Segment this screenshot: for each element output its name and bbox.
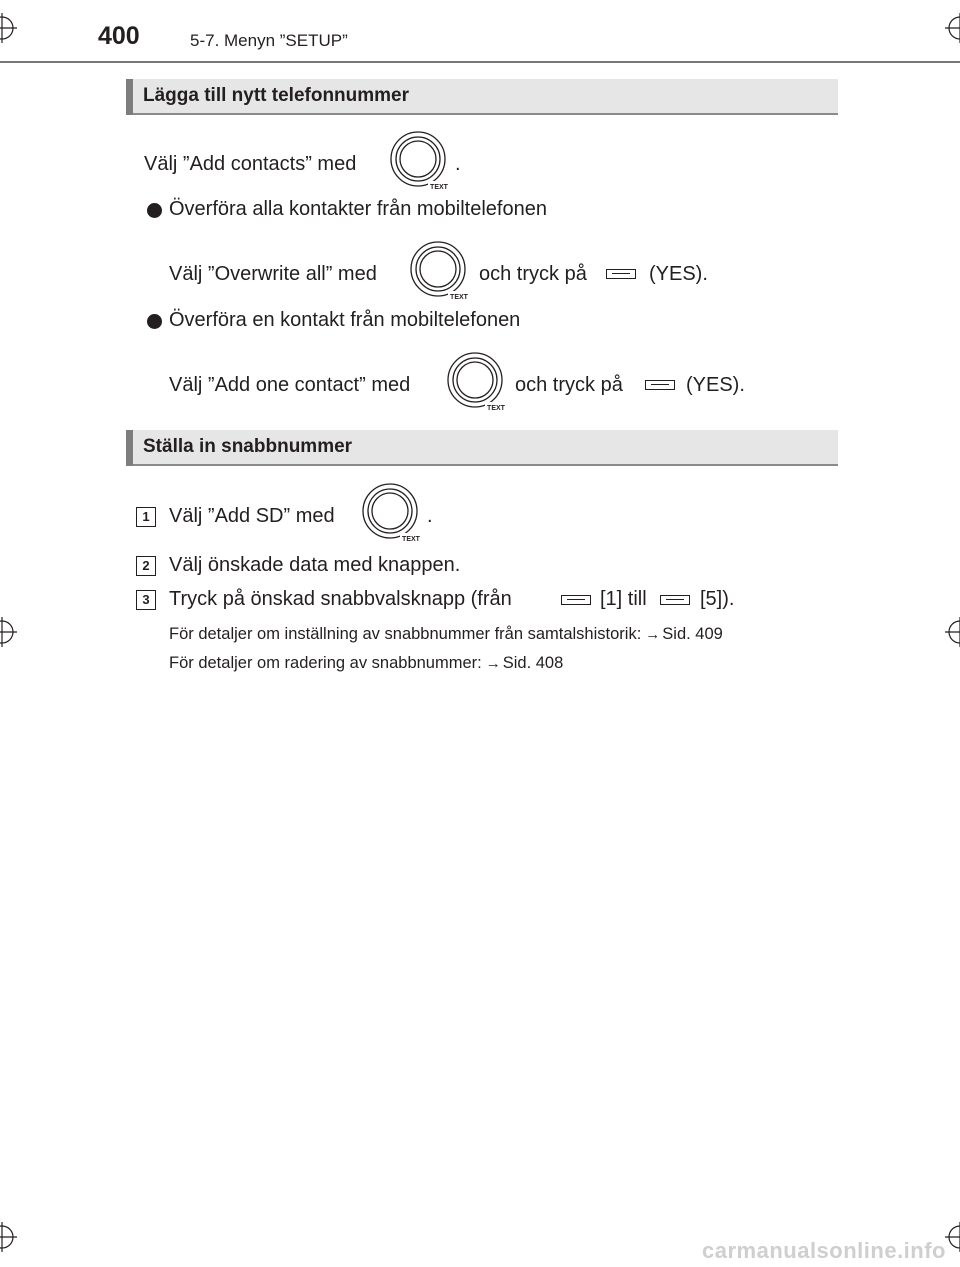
note bbox=[169, 654, 563, 673]
tune-knob-icon bbox=[408, 240, 472, 304]
heading-accent bbox=[126, 79, 133, 115]
bullet-text: Välj ”Add one contact” med bbox=[169, 374, 411, 396]
bullet-icon bbox=[147, 203, 162, 218]
step-text: Välj önskade data med knappen. bbox=[169, 554, 461, 576]
preset-button-icon bbox=[606, 269, 636, 279]
page-number: 400 bbox=[98, 22, 140, 50]
preset-button-icon bbox=[660, 595, 690, 605]
tune-knob-icon bbox=[388, 130, 452, 194]
intro-period: . bbox=[455, 153, 461, 175]
tune-knob-icon bbox=[445, 351, 509, 415]
watermark: carmanualsonline.info bbox=[702, 1238, 946, 1263]
bullet-text: och tryck på bbox=[515, 374, 623, 396]
header-rule bbox=[0, 61, 960, 63]
page-reference-link[interactable]: Sid. 408 bbox=[502, 654, 564, 672]
bullet-text: (YES). bbox=[686, 374, 745, 396]
bullet-text: Välj ”Overwrite all” med bbox=[169, 263, 377, 285]
arrow-icon: → bbox=[485, 655, 501, 672]
bullet-text: (YES). bbox=[649, 263, 708, 285]
bullet-title: Överföra en kontakt från mobiltelefonen bbox=[169, 309, 521, 331]
registration-mark-icon bbox=[0, 617, 17, 647]
bullet-title: Överföra alla kontakter från mobiltelefonen bbox=[169, 198, 547, 220]
registration-mark-icon bbox=[945, 617, 960, 647]
step-number: 2 bbox=[136, 556, 156, 576]
registration-mark-icon bbox=[0, 13, 17, 43]
step-text: [5]). bbox=[700, 588, 735, 610]
arrow-icon: → bbox=[645, 626, 661, 643]
bullet-text: och tryck på bbox=[479, 263, 587, 285]
bullet-icon bbox=[147, 314, 162, 329]
note-text: För detaljer om radering av snabbnummer: bbox=[169, 654, 482, 672]
step-text: . bbox=[427, 505, 433, 527]
section-heading bbox=[126, 430, 838, 466]
step-text: Tryck på önskad snabbvalsknapp (från bbox=[169, 588, 512, 610]
registration-mark-icon bbox=[945, 1222, 960, 1252]
registration-mark-icon bbox=[945, 13, 960, 43]
registration-mark-icon bbox=[0, 1222, 17, 1252]
step-number: 3 bbox=[136, 590, 156, 610]
step-text: Välj ”Add SD” med bbox=[169, 505, 335, 527]
step-text: [1] till bbox=[600, 588, 647, 610]
note bbox=[169, 625, 723, 644]
note-text: För detaljer om inställning av snabbnummer från samtalshistorik: bbox=[169, 625, 642, 643]
tune-knob-icon bbox=[360, 482, 424, 546]
preset-button-icon bbox=[561, 595, 591, 605]
intro-text: Välj ”Add contacts” med bbox=[144, 153, 357, 175]
heading-text: Lägga till nytt telefonnummer bbox=[143, 85, 410, 106]
svg-text:TEXT: TEXT bbox=[402, 536, 420, 543]
section-title: 5-7. Menyn ”SETUP” bbox=[190, 31, 348, 50]
page-reference-link[interactable]: Sid. 409 bbox=[662, 625, 723, 643]
svg-text:TEXT: TEXT bbox=[450, 294, 468, 301]
svg-text:TEXT: TEXT bbox=[430, 184, 448, 191]
step-number: 1 bbox=[136, 507, 156, 527]
heading-accent bbox=[126, 430, 133, 466]
heading-text: Ställa in snabbnummer bbox=[143, 436, 353, 457]
svg-text:TEXT: TEXT bbox=[487, 405, 505, 412]
section-heading bbox=[126, 79, 838, 115]
preset-button-icon bbox=[645, 380, 675, 390]
